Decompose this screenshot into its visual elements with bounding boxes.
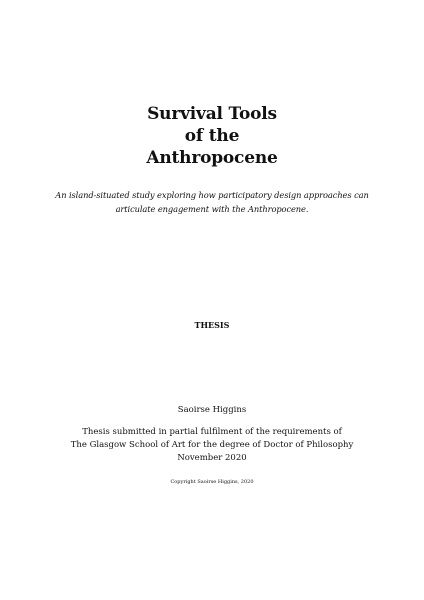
copyright-notice: Copyright Saoirse Higgins, 2020	[170, 479, 254, 485]
author-name: Saoirse Higgins	[177, 405, 247, 415]
submission-line-2: The Glasgow School of Art for the degree of Doctor of Philosophy	[70, 440, 354, 450]
title-line-1: Survival Tools	[147, 104, 277, 124]
thesis-title	[0, 103, 424, 169]
thesis-subtitle	[0, 188, 424, 216]
submission-date: November 2020	[177, 453, 247, 463]
subtitle-line-2: articulate engagement with the Anthropocene.	[115, 204, 309, 214]
title-line-2: of the	[184, 126, 240, 146]
submission-statement	[0, 426, 424, 465]
subtitle-line-1: An island-situated study exploring how participatory design approaches can	[55, 190, 369, 200]
title-line-3: Anthropocene	[146, 148, 278, 168]
document-type-label: THESIS	[194, 320, 230, 330]
submission-line-1: Thesis submitted in partial fulfilment of the requirements of	[82, 427, 342, 437]
